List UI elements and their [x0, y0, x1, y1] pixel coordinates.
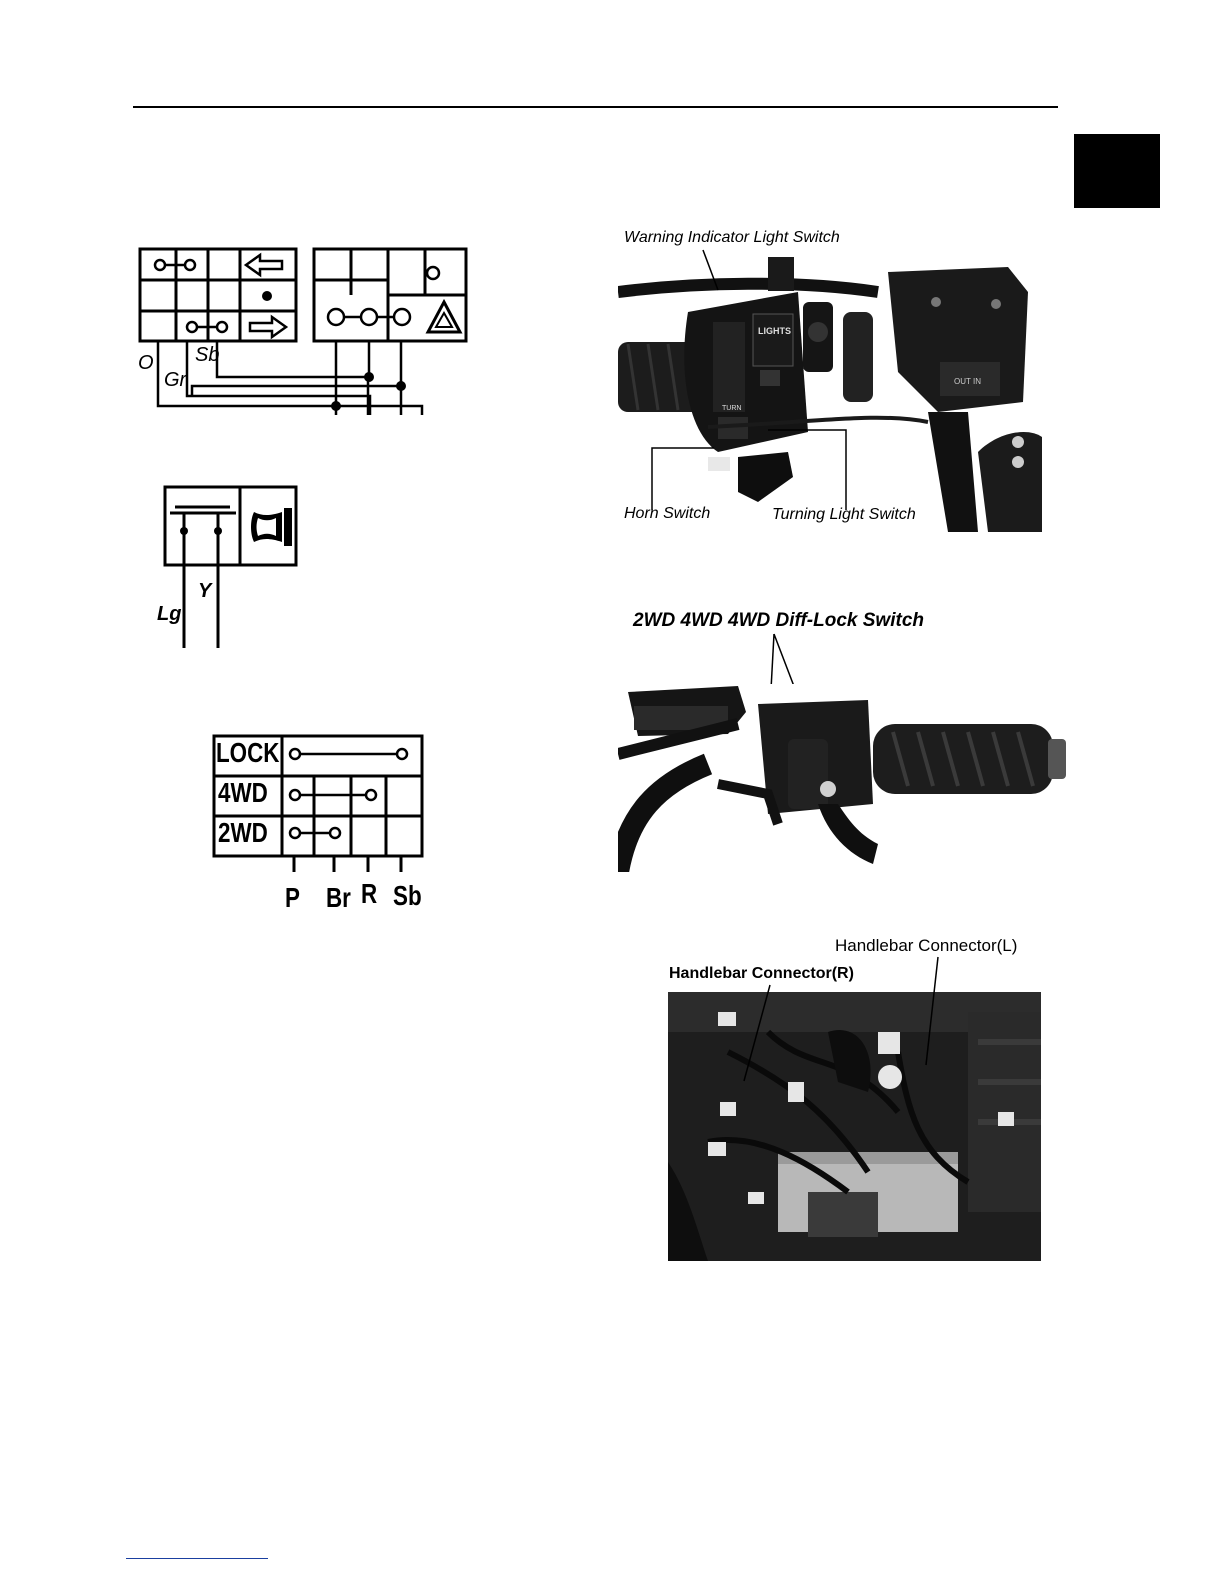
lights-text: LIGHTS: [758, 326, 791, 336]
wire-label-sb: Sb: [195, 344, 220, 366]
photo1-leader-lines: [618, 240, 1042, 530]
photo3-leader-lines: [740, 955, 950, 1085]
caption-horn-switch: Horn Switch: [624, 505, 711, 522]
mode-2wd-label: 2WD: [218, 817, 268, 848]
caption-diff-lock-switch: 2WD 4WD 4WD Diff-Lock Switch: [633, 610, 924, 631]
wire-label-gr: Gr: [164, 369, 187, 391]
center-dot-icon: [262, 291, 272, 301]
mode-lock-label: LOCK: [216, 737, 280, 768]
turn-signal-switch-diagram: [130, 240, 480, 420]
mode-4wd-label: 4WD: [218, 777, 268, 808]
caption-warning-indicator-switch: Warning Indicator Light Switch: [624, 229, 840, 246]
wire-label-lg: Lg: [157, 603, 182, 625]
wire-label-r: R: [361, 878, 378, 909]
right-arrow-icon: [250, 317, 286, 337]
header-rule: [133, 106, 1058, 108]
caption-handlebar-connector-l: Handlebar Connector(L): [835, 936, 1018, 955]
caption-handlebar-connector-r: Handlebar Connector(R): [669, 965, 854, 982]
chapter-tab: [1074, 134, 1160, 208]
wire-label-y: Y: [198, 580, 212, 602]
wire-label-p: P: [285, 882, 300, 913]
horn-icon: [251, 508, 292, 546]
horn-switch-diagram: [150, 482, 310, 652]
hazard-icon: [428, 302, 460, 332]
caption-turning-light-switch: Turning Light Switch: [772, 506, 916, 523]
handlebar-right-photo: [618, 684, 1070, 872]
left-arrow-icon: [246, 255, 282, 275]
out-in-text: OUT IN: [954, 377, 981, 386]
wire-label-br: Br: [326, 882, 351, 913]
wire-label-sb-2: Sb: [393, 880, 422, 911]
turn-text: TURN: [722, 405, 742, 412]
wire-label-o: O: [138, 352, 154, 374]
footer-link-underline[interactable]: [126, 1558, 268, 1559]
